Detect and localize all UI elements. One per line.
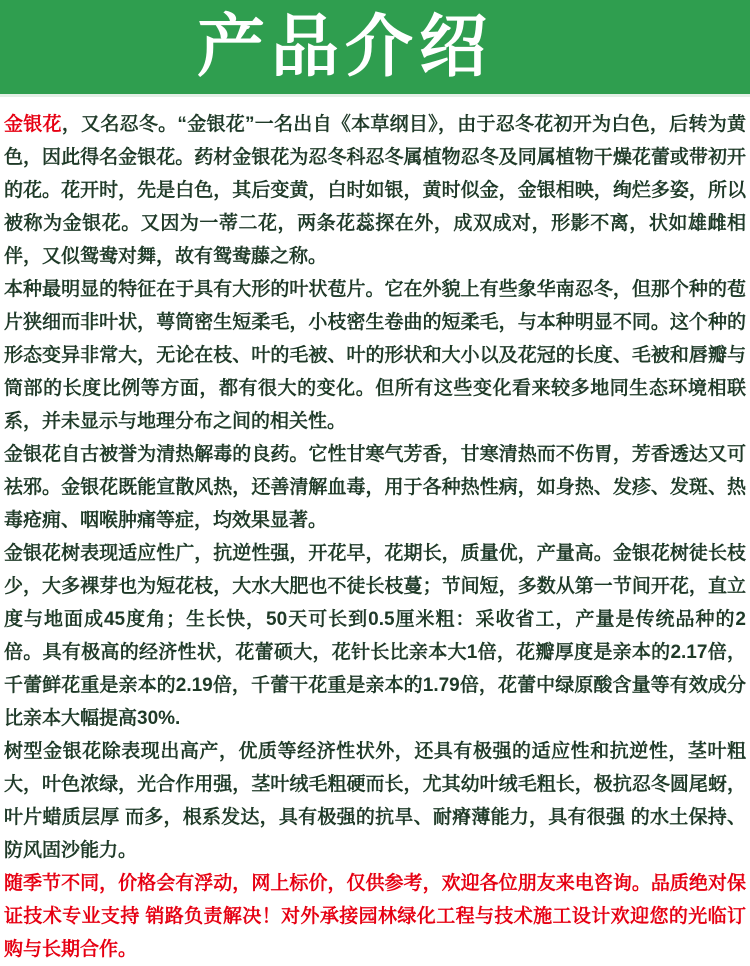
paragraph-medicinal-value: 金银花自古被誉为清热解毒的良药。它性甘寒气芳香，甘寒清热而不伤胃，芳香透达又可祛邪。金银花既能宣散风热，还善清解血毒，用于各种热性病，如身热、发疹、发斑、热毒疮痈、咽喉肿痛等症，均效果显著。: [4, 444, 746, 531]
paragraph-yield-traits: 金银花树表现适应性广，抗逆性强，开花早，花期长，质量优，产量高。金银花树徒长枝少，大多裸芽也为短花枝，大水大肥也不徒长枝蔓；节间短，多数从第一节间开花，直立度与地面成45度角；生长快，50天可长到0.5厘米粗：采收省工，产量是传统品种的2倍。具有极高的经济性状，花蕾硕大，花针长比亲本大1倍，花瓣厚度是亲本的2.17倍，千蕾鲜花重是亲本的2.19倍，千蕾干花重是亲本的1.79倍，花蕾中绿原酸含量等有效成分比亲本大幅提高30%.: [4, 543, 746, 729]
section-title: 产品介绍: [196, 9, 493, 85]
product-name-highlight: 金银花: [4, 114, 62, 135]
paragraph-name-origin: [4, 108, 746, 273]
paragraph-price-notice: 随季节不同，价格会有浮动，网上标价，仅供参考，欢迎各位朋友来电咨询。品质绝对保证技术专业支持 销路负责解决！对外承接园林绿化工程与技术施工设计欢迎您的光临订购与长期合作。: [4, 873, 746, 960]
section-header-banner: [0, 0, 750, 97]
paragraph-botanical-features: 本种最明显的特征在于具有大形的叶状苞片。它在外貌上有些象华南忍冬，但那个种的苞片狭细而非叶状，萼筒密生短柔毛，小枝密生卷曲的短柔毛，与本种明显不同。这个种的形态变异非常大，无论在枝、叶的毛被、叶的形状和大小以及花冠的长度、毛被和唇瓣与筒部的长度比例等方面，都有很大的变化。但所有这些变化看来较多地同生态环境相联系，并未显示与地理分布之间的相关性。: [4, 279, 746, 432]
product-description: [0, 97, 750, 966]
paragraph-tree-type-traits: 树型金银花除表现出高产，优质等经济性状外，还具有极强的适应性和抗逆性，茎叶粗大，叶色浓绿，光合作用强，茎叶绒毛粗硬而长，尤其幼叶绒毛粗长，极抗忍冬圆尾蚜，叶片蜡质层厚 而多，根系发达，具有极强的抗旱、耐瘠薄能力，具有很强 的水土保持、防风固沙能力。: [4, 741, 746, 861]
paragraph-name-origin-text: ，又名忍冬。“金银花”一名出自《本草纲目》，由于忍冬花初开为白色，后转为黄色，因此得名金银花。药材金银花为忍冬科忍冬属植物忍冬及同属植物干燥花蕾或带初开的花。花开时，先是白色，其后变黄，白时如银，黄时似金，金银相映，绚烂多姿，所以被称为金银花。又因为一蒂二花，两条花蕊探在外，成双成对，形影不离，状如雄雌相伴，又似鸳鸯对舞，故有鸳鸯藤之称。: [4, 114, 746, 267]
